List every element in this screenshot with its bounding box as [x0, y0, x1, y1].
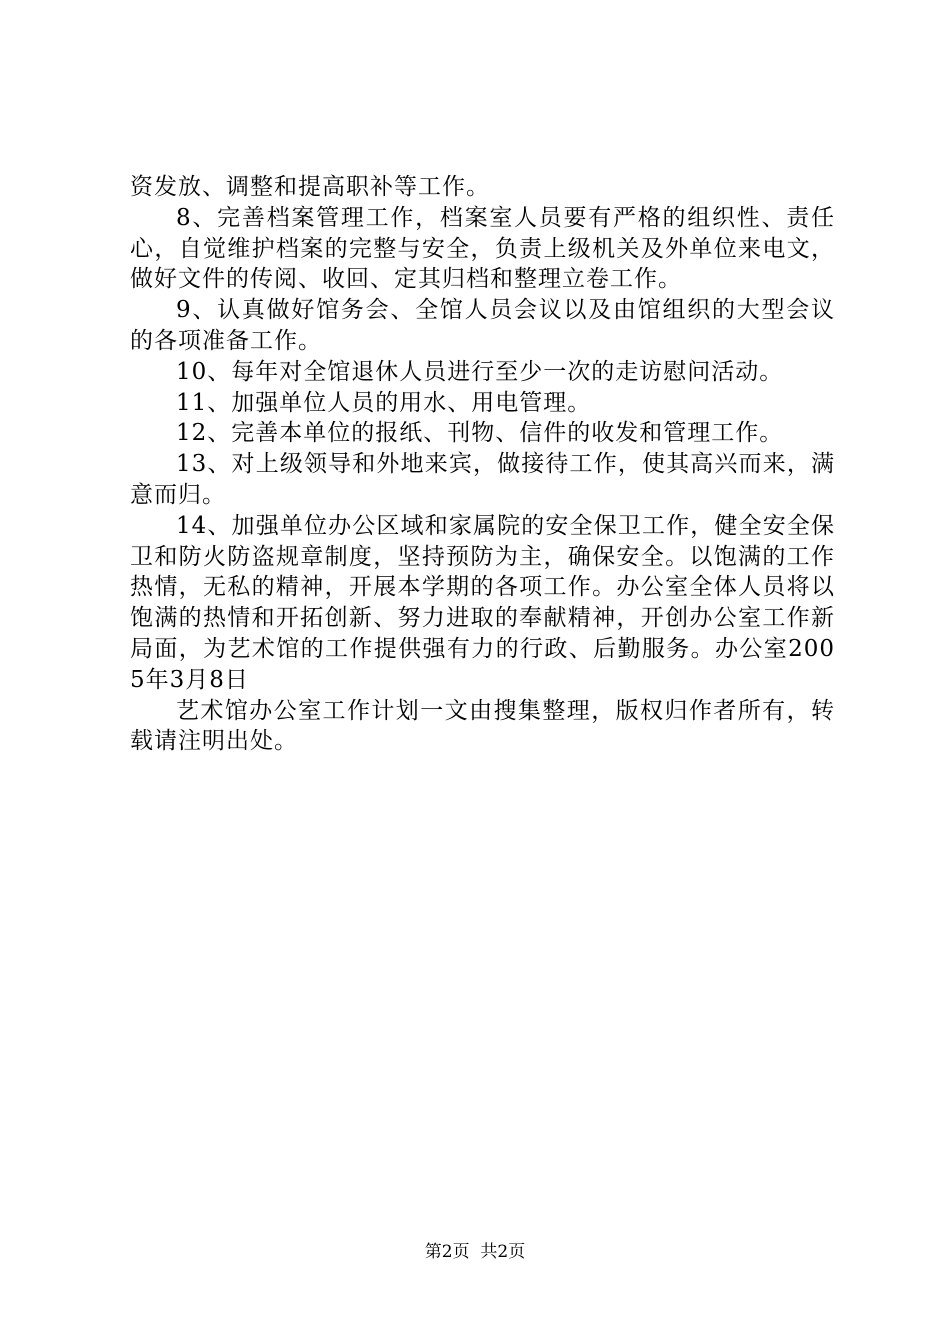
- paragraph-item-10: 10、每年对全馆退休人员进行至少一次的走访慰问活动。: [176, 358, 784, 385]
- paragraph-item-9: 9、认真做好馆务会、全馆人员会议以及由馆组织的大型会议的各项准备工作。: [130, 297, 835, 354]
- page-number-label: 第2页 共2页: [424, 1242, 526, 1262]
- page-footer: [0, 1240, 950, 1264]
- paragraph-item-13: 13、对上级领导和外地来宾，做接待工作，使其高兴而来，满意而归。: [130, 451, 835, 508]
- paragraph-item-14: 14、加强单位办公区域和家属院的安全保卫工作，健全安全保卫和防火防盗规章制度，坚持预防为主，确保安全。以饱满的工作热情，无私的精神，开展本学期的各项工作。办公室全体人员将以饱满的热情和开拓创新、努力进取的奉献精神，开创办公室工作新局面，为艺术馆的工作提供强有力的行政、后勤服务。办公室2005年3月8日: [130, 512, 835, 693]
- paragraph-continuation: 资发放、调整和提高职补等工作。: [130, 174, 490, 200]
- paragraph-item-11: 11、加强单位人员的用水、用电管理。: [176, 389, 592, 416]
- document-body: [130, 172, 835, 757]
- paragraph-item-12: 12、完善本单位的报纸、刊物、信件的收发和管理工作。: [176, 420, 784, 447]
- paragraph-item-8: 8、完善档案管理工作，档案室人员要有严格的组织性、责任心，自觉维护档案的完整与安全，负责上级机关及外单位来电文，做好文件的传阅、收回、定其归档和整理立卷工作。: [130, 204, 835, 293]
- paragraph-copyright-note: 艺术馆办公室工作计划一文由搜集整理，版权归作者所有，转载请注明出处。: [130, 697, 835, 755]
